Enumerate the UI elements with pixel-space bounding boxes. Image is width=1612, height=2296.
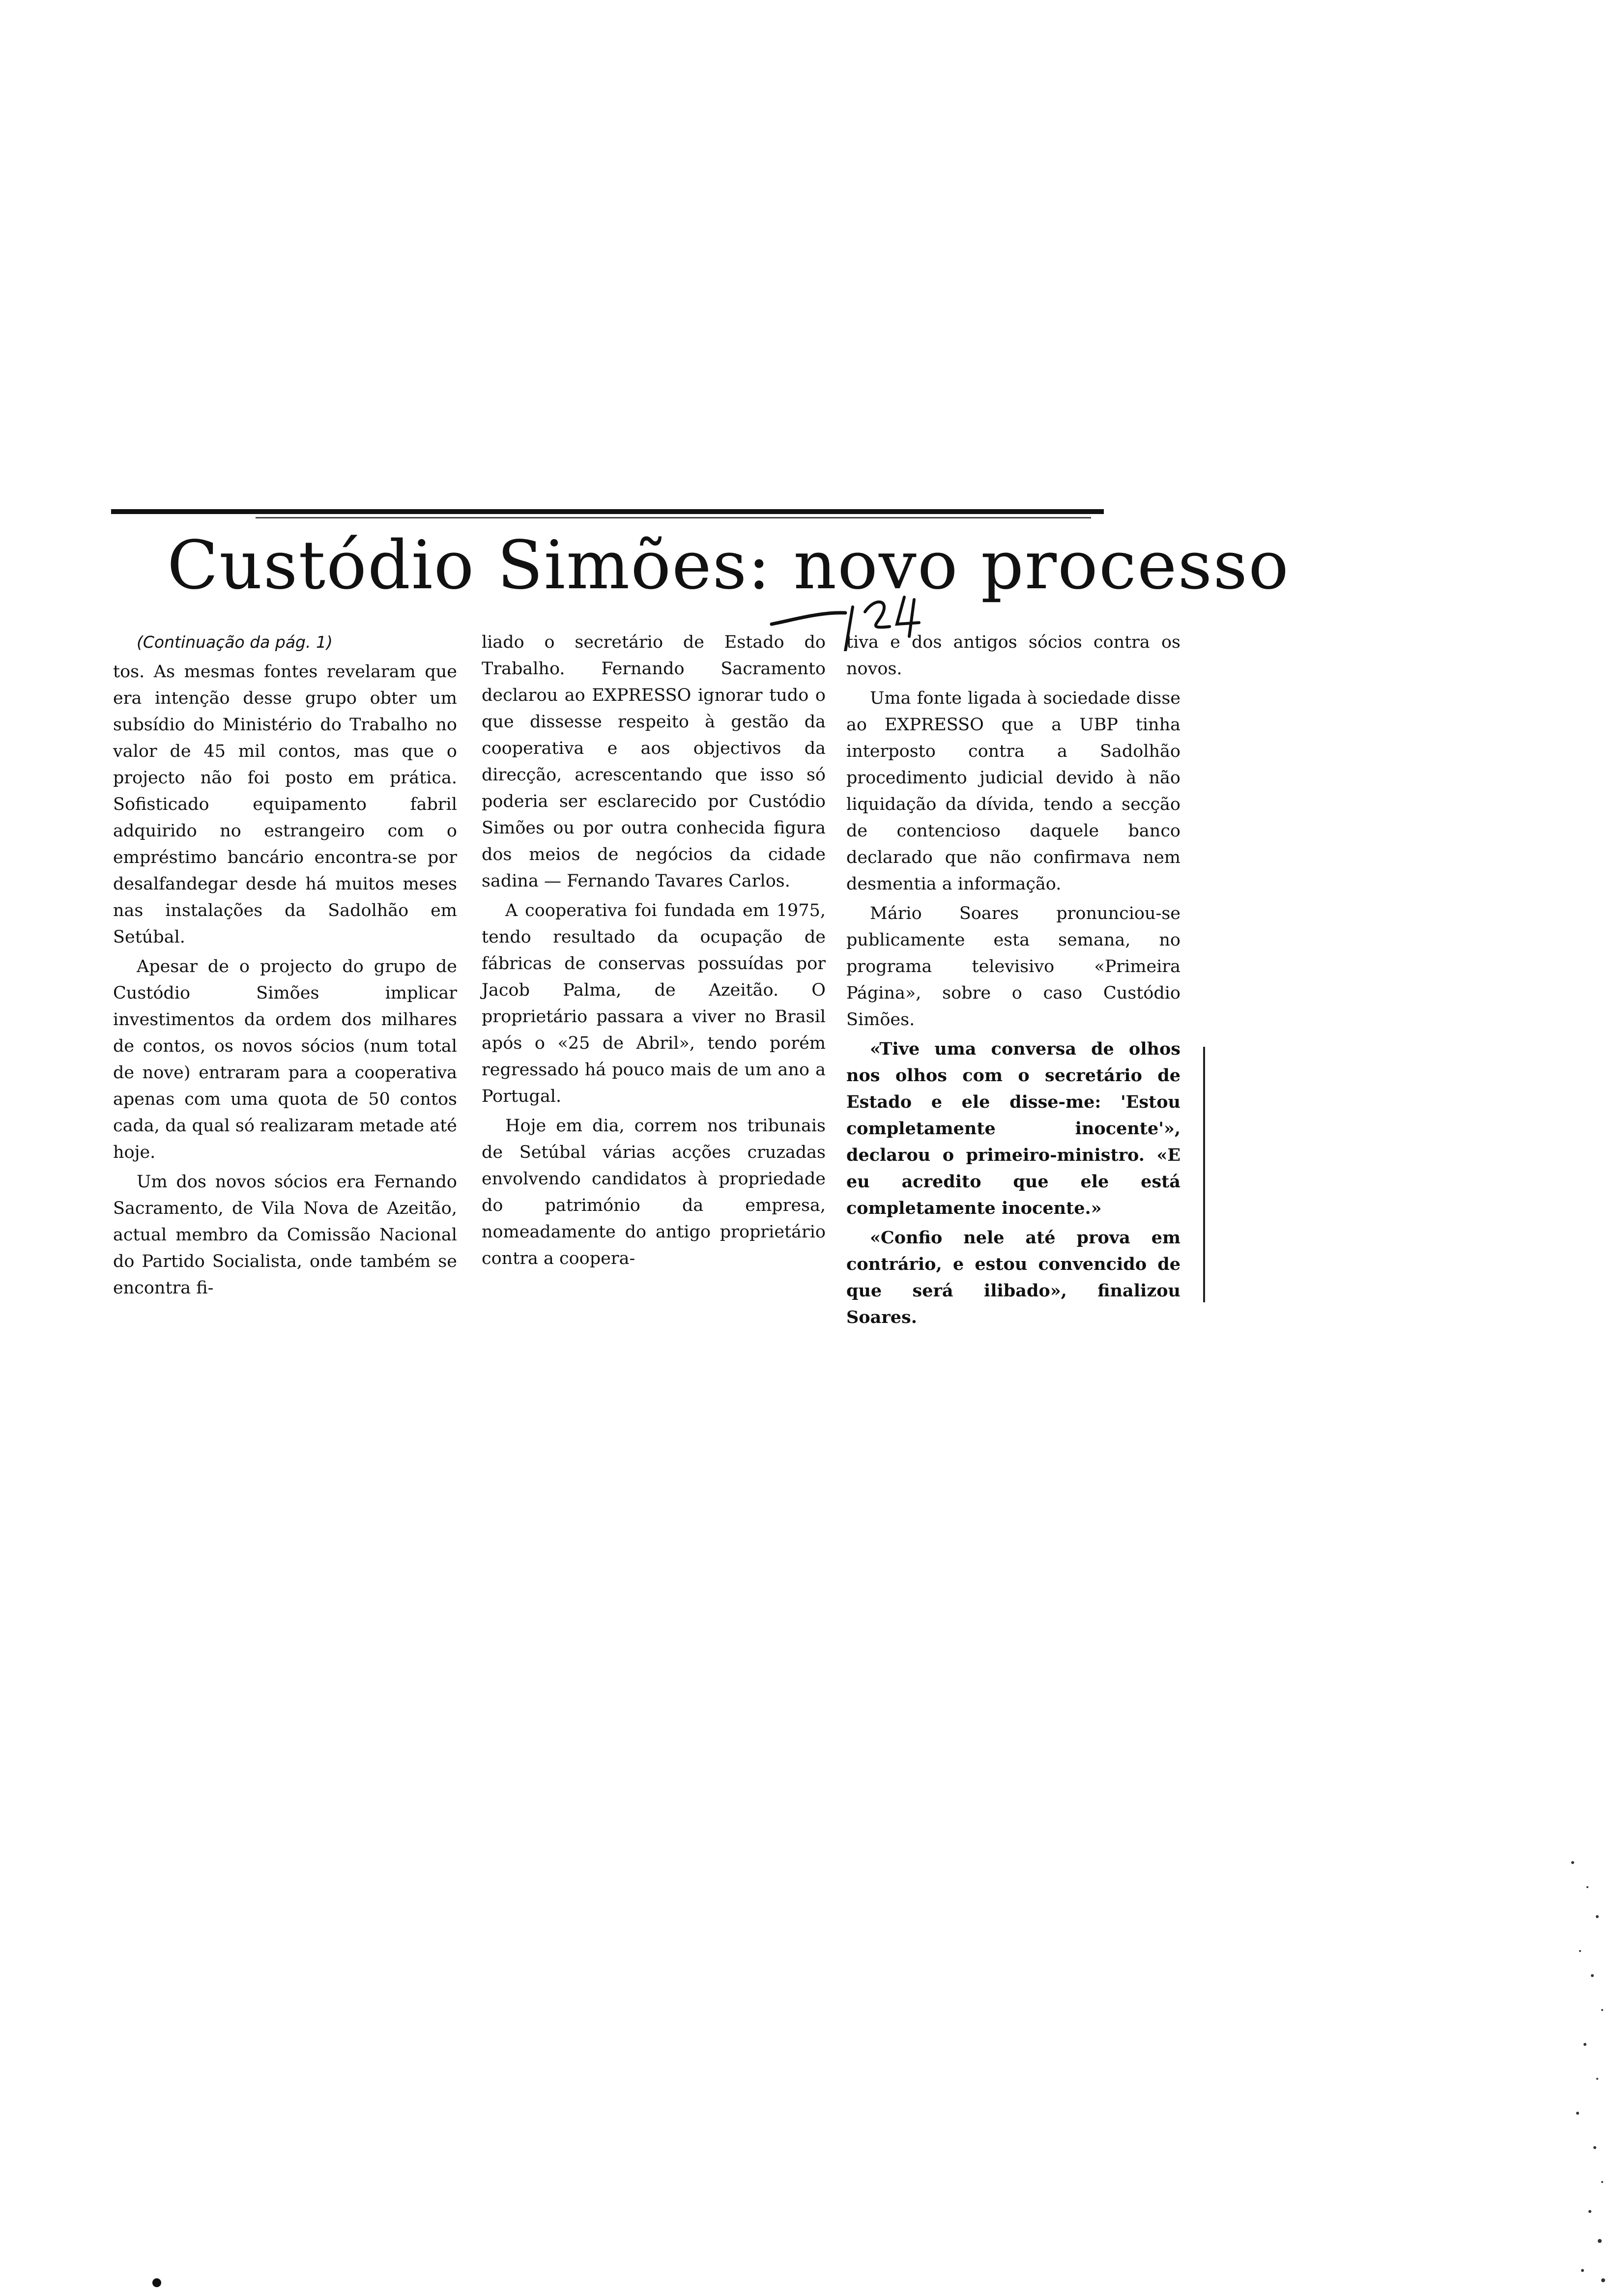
paragraph: A cooperativa foi fundada em 1975, tendo resultado da ocupação de fábricas de conservas possuídas por Jacob Palma, de Azeitão. O proprietário passara a viver no Brasil após o «25 de Abril», tendo porém regressado há pouco mais de um ano a Portugal. — [482, 901, 826, 1106]
paragraph: Um dos novos sócios era Fernando Sacramento, de Vila Nova de Azeitão, actual membro da Comissão Nacional do Partido Socialista, onde também se encontra fi- — [113, 1172, 457, 1298]
headline-top-rule — [111, 509, 1104, 514]
quote-paragraph: «Tive uma conversa de olhos nos olhos com o secretário de Estado e ele disse-me: 'Estou completamente inocente'», declarou o primeiro-ministro. «E eu acredito que ele está completamente inocente.» — [846, 1039, 1180, 1218]
article-column-1 — [113, 629, 457, 1304]
article-column-2 — [482, 629, 826, 1275]
paragraph: liado o secretário de Estado do Trabalho. Fernando Sacramento declarou ao EXPRESSO ignorar tudo o que dissesse respeito à gestão da cooperativa e aos objectivos da direcção, acrescentando que isso só poderia ser esclarecido por Custódio Simões ou por outra conhecida figura dos meios de negócios da cidade sadina — Fernando Tavares Carlos. — [482, 632, 826, 891]
paragraph: Mário Soares pronunciou-se publicamente esta semana, no programa televisivo «Primeira Página», sobre o caso Custódio Simões. — [846, 904, 1180, 1030]
continuation-note: (Continuação da pág. 1) — [137, 632, 333, 652]
paragraph: tiva e dos antigos sócios contra os novos. — [846, 632, 1180, 679]
paragraph: Apesar de o projecto do grupo de Custódio Simões implicar investimentos da ordem dos milhares de contos, os novos sócios (num total de nove) entraram para a cooperativa apenas com uma quota de 50 contos cada, da qual só realizaram metade até hoje. — [113, 957, 457, 1162]
column-side-rule — [1203, 1047, 1205, 1302]
article-headline: Custódio Simões: novo processo — [167, 527, 1290, 604]
quote-paragraph: «Confio nele até prova em contrário, e estou convencido de que será ilibado», finalizou Soares. — [846, 1228, 1180, 1327]
paragraph: Hoje em dia, correm nos tribunais de Setúbal várias acções cruzadas envolvendo candidatos à propriedade do património da empresa, nomeadamente do antigo proprietário contra a coopera- — [482, 1116, 826, 1268]
article-column-3 — [846, 629, 1180, 1334]
scan-edge-noise — [1563, 1848, 1607, 2290]
headline-thin-rule — [256, 517, 1091, 518]
paragraph: Uma fonte ligada à sociedade disse ao EXPRESSO que a UBP tinha interposto contra a Sadolhão procedimento judicial devido à não liquidação da dívida, tendo a secção de contencioso daquele banco declarado que não confirmava nem desmentia a informação. — [846, 689, 1180, 894]
scan-dot — [152, 2278, 161, 2287]
paragraph: tos. As mesmas fontes revelaram que era intenção desse grupo obter um subsídio do Ministério do Trabalho no valor de 45 mil contos, mas que o projecto não foi posto em prática. Sofisticado equipamento fabril adquirido no estrangeiro com o empréstimo bancário encontra-se por desalfandegar desde há muitos meses nas instalações da Sadolhão em Setúbal. — [113, 662, 457, 947]
